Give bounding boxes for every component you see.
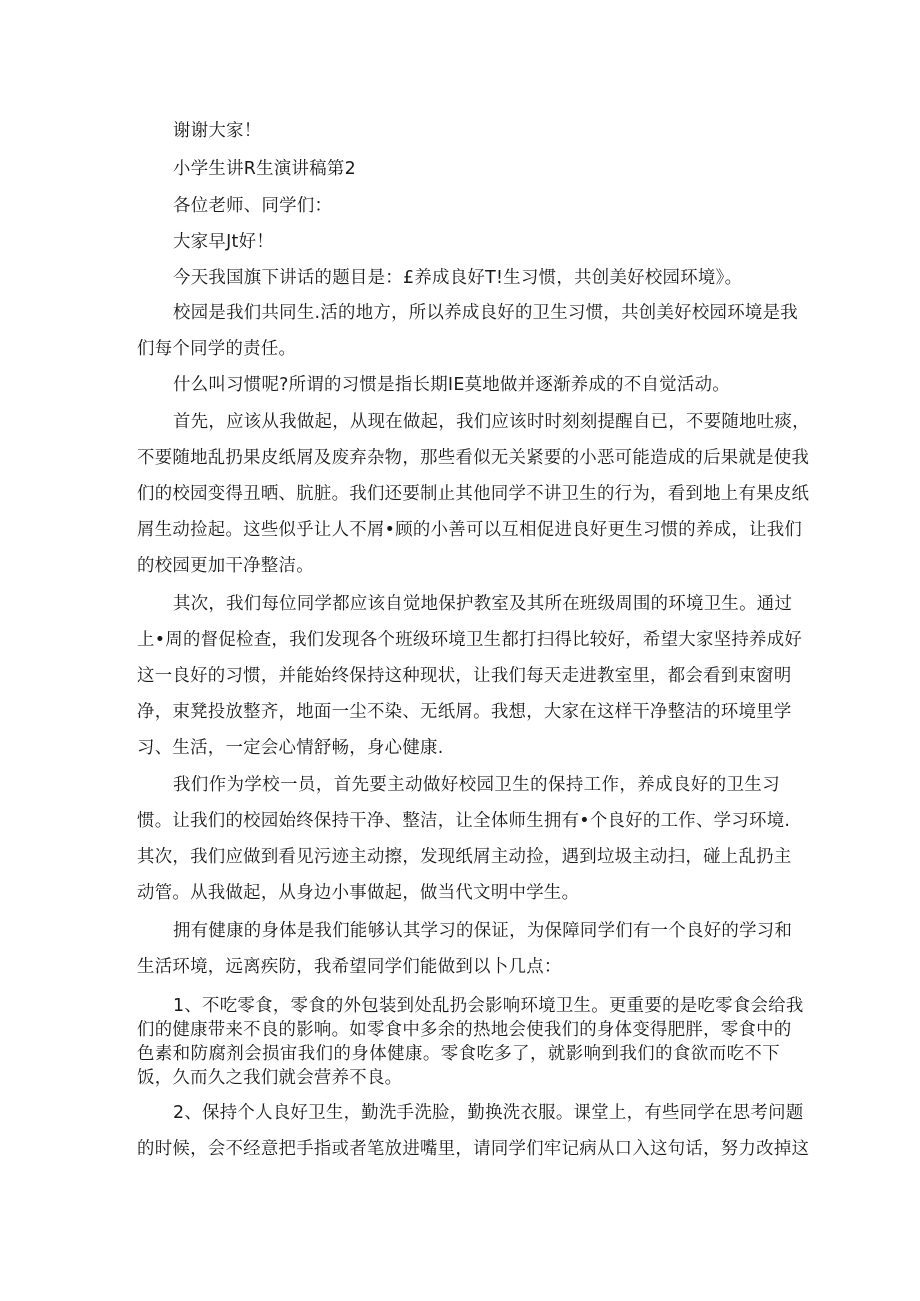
text-line: 生活环境，远离疾防，我希望同学们能做到以卜几点：: [137, 957, 562, 977]
text-line: 们每个同学的责任。: [137, 339, 297, 359]
text-line: 这一良好的习惯，并能始终保持这种现状，让我们每天走进教室里，都会看到束窗明: [137, 666, 792, 686]
text-line: 们的健康带来不良的影响。如零食中多余的热地会使我们的身体变得肥胖，零食中的: [137, 1020, 792, 1040]
text-line: 习、生活，一定会心情舒畅，身心健康.: [137, 738, 444, 758]
text-line: 小学生讲R生演讲稿第2: [173, 159, 356, 179]
text-line: 什么叫习惯呢?所谓的习惯是指长期IE莫地做并逐渐养成的不自觉活动。: [173, 375, 730, 395]
text-line: 拥有健康的身体是我们能够认其学习的保证，为保障同学们有一个良好的学习和: [173, 921, 793, 941]
text-line: 谢谢大家！: [173, 121, 262, 141]
text-line: 屑生动捡起。这些似乎让人不屑•顾的小善可以互相促进良好更生习惯的养成，让我们: [137, 520, 803, 540]
text-line: 上•周的督促检查，我们发现各个班级环境卫生都打扫得比较好，希望大家坚持养成好: [137, 630, 803, 650]
text-line: 校园是我们共同生.活的地方，所以养成良好的卫生习惯，共创美好校园环境是我: [173, 303, 799, 323]
text-line: 大家早Jt好！: [173, 232, 275, 252]
text-line: 惯。让我们的校园始终保持干净、整洁，让全体师生拥有•个良好的工作、学习环境.: [137, 811, 791, 831]
text-line: 其次，我们每位同学都应该自觉地保护教室及其所在班级周围的环境卫生。通过: [173, 594, 793, 614]
text-line: 我们作为学校一员，首先要主动做好校园卫生的保持工作，养成良好的卫生习: [173, 775, 780, 795]
text-line: 首先，应该从我做起，从现在做起，我们应该时时刻刻提醒自已，不要随地吐痰，: [173, 412, 810, 432]
text-line: 各位老师、同学们：: [173, 196, 333, 216]
text-line: 的时候，会不经意把手指或者笔放进嘴里，请同学们牢记病从口入这句话，努力改掉这: [137, 1139, 810, 1159]
text-line: 不要随地乱扔果皮纸屑及废弃杂物，那些看似无关紧要的小恶可能造成的后果就是使我: [137, 448, 810, 468]
text-line: 其次，我们应做到看见污迹主动擦，发现纸屑主动捡，遇到垃圾主动扫，碰上乱扔主: [137, 847, 792, 867]
text-line: 们的校园变得丑晒、肮脏。我们还要制止其他同学不讲卫生的行为，看到地上有果皮纸: [137, 484, 810, 504]
text-line: 色素和防腐剂会损宙我们的身体健康。零食吃多了，就影响到我们的食欲而吃不下: [137, 1044, 780, 1064]
text-line: 饭，久而久之我们就会营养不良。: [137, 1068, 403, 1088]
text-line: 净，束凳投放整齐，地面一尘不染、无纸屑。我想，大家在这样干净整洁的环境里学: [137, 702, 792, 722]
text-line: 1、不吃零食，零食的外包装到处乱扔会影响环境卫生。更重要的是吃零食会给我: [173, 996, 804, 1016]
text-line: 今天我国旗下讲话的题目是：£养成良好T!生习惯，共创美好校园环境》。: [173, 268, 743, 288]
text-line: 动管。从我做起，从身边小事做起，做当代文明中学生。: [137, 883, 580, 903]
text-line: 的校园更加干净整洁。: [137, 556, 314, 576]
text-line: 2、保持个人良好卫生，勤洗手洗脸，勤换洗衣服。课堂上，有些同学在思考问题: [173, 1103, 804, 1123]
